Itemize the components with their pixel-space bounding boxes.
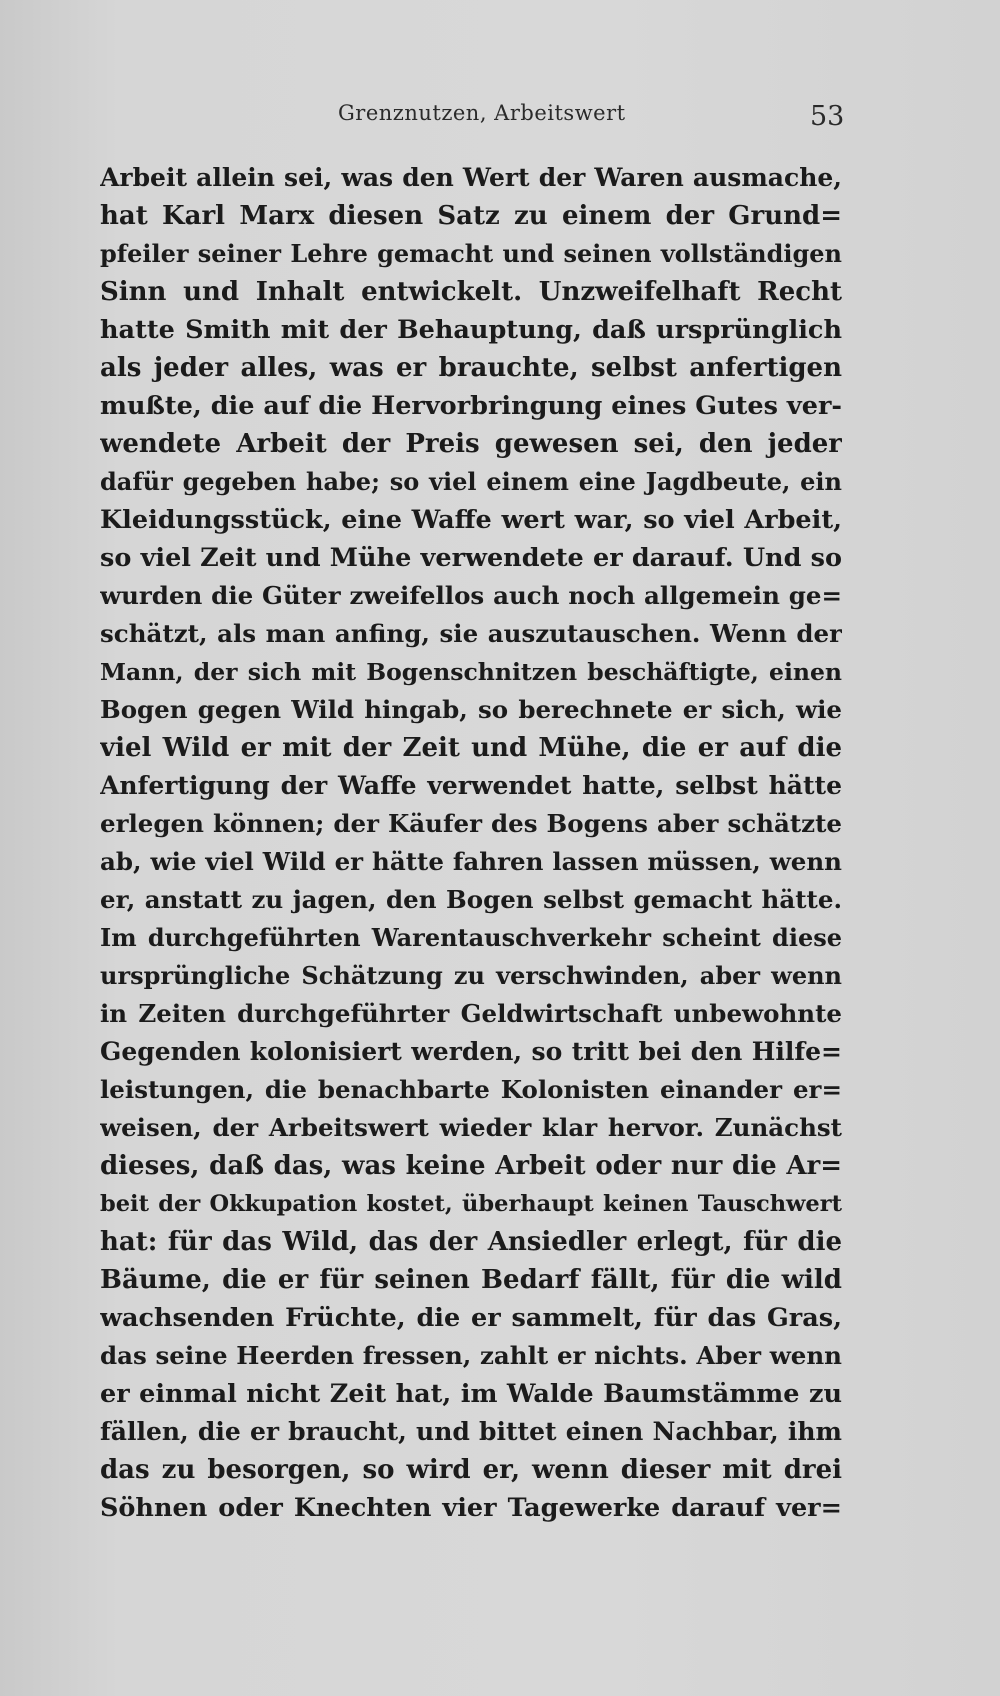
text-line: wendete Arbeit der Preis gewesen sei, den jeder [100, 429, 842, 459]
text-line: ab, wie viel Wild er hätte fahren lassen müssen, wenn [100, 847, 842, 876]
text-line: hat: für das Wild, das der Ansiedler erlegt, für die [100, 1227, 842, 1257]
text-line: dafür gegeben habe; so viel einem eine Jagdbeute, ein [100, 467, 842, 496]
text-line: ursprüngliche Schätzung zu verschwinden, aber wenn [100, 961, 842, 990]
page-number: 53 [810, 101, 845, 132]
text-line: Im durchgeführten Warentauschverkehr scheint diese [100, 923, 842, 952]
text-line: Sinn und Inhalt entwickelt. Unzweifelhaft Recht [100, 277, 842, 307]
text-line: beit der Okkupation kostet, überhaupt keinen Tauschwert [100, 1191, 842, 1217]
text-line: so viel Zeit und Mühe verwendete er darauf. Und so [100, 543, 842, 573]
text-line: wurden die Güter zweifellos auch noch allgemein ge= [100, 581, 842, 610]
text-line: Mann, der sich mit Bogenschnitzen beschäftigte, einen [100, 658, 842, 686]
text-line: Gegenden kolonisiert werden, so tritt bei den Hilfe= [100, 1037, 842, 1066]
text-line: in Zeiten durchgeführter Geldwirtschaft unbewohnte [100, 999, 842, 1028]
text-line: viel Wild er mit der Zeit und Mühe, die er auf die [100, 733, 842, 763]
running-head: Grenznutzen, Arbeitswert [338, 101, 626, 125]
text-line: er einmal nicht Zeit hat, im Walde Baumstämme zu [100, 1379, 842, 1409]
text-line: Bogen gegen Wild hingab, so berechnete er sich, wie [100, 695, 842, 724]
text-line: dieses, daß das, was keine Arbeit oder nur die Ar= [100, 1151, 842, 1181]
text-line: leistungen, die benachbarte Kolonisten einander er= [100, 1075, 842, 1104]
text-line: als jeder alles, was er brauchte, selbst anfertigen [100, 353, 842, 383]
text-line: er, anstatt zu jagen, den Bogen selbst gemacht hätte. [100, 885, 842, 914]
text-line: hatte Smith mit der Behauptung, daß ursprünglich [100, 315, 842, 345]
text-line: wachsenden Früchte, die er sammelt, für das Gras, [100, 1303, 842, 1333]
text-line: Bäume, die er für seinen Bedarf fällt, für die wild [100, 1265, 842, 1295]
text-line: mußte, die auf die Hervorbringung eines Gutes ver- [100, 391, 842, 421]
text-line: fällen, die er braucht, und bittet einen Nachbar, ihm [100, 1417, 842, 1446]
text-line: Kleidungsstück, eine Waffe wert war, so viel Arbeit, [100, 505, 842, 535]
text-line: schätzt, als man anfing, sie auszutauschen. Wenn der [100, 619, 842, 648]
text-line: Söhnen oder Knechten vier Tagewerke darauf ver= [100, 1493, 842, 1523]
text-line: pfeiler seiner Lehre gemacht und seinen vollständigen [100, 239, 842, 268]
text-line: Anfertigung der Waffe verwendet hatte, selbst hätte [100, 771, 842, 800]
text-line: das zu besorgen, so wird er, wenn dieser mit drei [100, 1455, 842, 1485]
text-line: erlegen können; der Käufer des Bogens aber schätzte [100, 809, 842, 838]
text-line: das seine Heerden fressen, zahlt er nichts. Aber wenn [100, 1341, 842, 1370]
text-line: hat Karl Marx diesen Satz zu einem der Grund= [100, 201, 842, 231]
text-line: Arbeit allein sei, was den Wert der Waren ausmache, [100, 163, 842, 192]
text-line: weisen, der Arbeitswert wieder klar hervor. Zunächst [100, 1113, 842, 1142]
body-text [100, 159, 842, 1527]
